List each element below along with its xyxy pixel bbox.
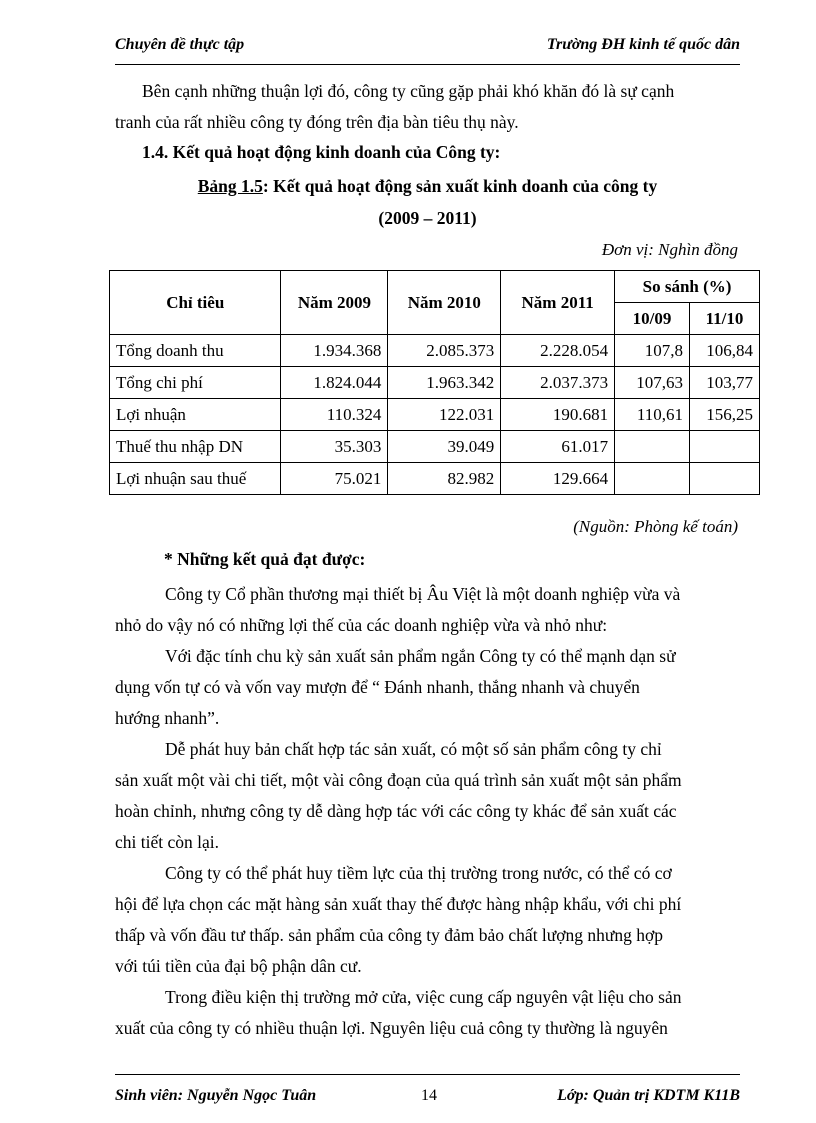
intro-line: tranh của rất nhiều công ty đóng trên địa bàn tiêu thụ này.	[115, 112, 519, 132]
body-line: nhỏ do vậy nó có những lợi thế của các doanh nghiệp vừa và nhỏ như:	[115, 615, 608, 635]
body-line: với túi tiền của đại bộ phận dân cư.	[115, 956, 362, 976]
cell-compare-10-09: 107,8	[615, 335, 690, 367]
intro-paragraph	[115, 76, 740, 138]
body-line: hướng nhanh”.	[115, 708, 220, 728]
page-number: 14	[421, 1087, 437, 1104]
table-caption	[115, 176, 740, 197]
body-line: chi tiết còn lại.	[115, 832, 219, 852]
footer-student: Sinh viên: Nguyễn Ngọc Tuân	[115, 1087, 317, 1104]
cell-2011: 2.228.054	[501, 335, 615, 367]
cell-2009: 75.021	[281, 463, 388, 495]
body-line: Với đặc tính chu kỳ sản xuất sản phẩm ngắn Công ty có thể mạnh dạn sử	[165, 646, 676, 666]
footer-class: Lớp: Quản trị KDTM K11B	[557, 1087, 740, 1104]
body-line: Công ty Cổ phần thương mại thiết bị Âu Việt là một doanh nghiệp vừa và	[165, 584, 681, 604]
body-text	[115, 579, 740, 1044]
page-header	[115, 36, 740, 62]
header-indicator: Chỉ tiêu	[110, 271, 281, 335]
header-2010: Năm 2010	[388, 271, 501, 335]
cell-2010: 122.031	[388, 399, 501, 431]
body-line: Trong điều kiện thị trường mở cửa, việc cung cấp nguyên vật liệu cho sản	[165, 987, 682, 1007]
cell-compare-10-09	[615, 463, 690, 495]
row-label: Thuế thu nhập DN	[110, 431, 281, 463]
cell-compare-11-10: 156,25	[689, 399, 759, 431]
table-row	[110, 367, 760, 399]
cell-2009: 35.303	[281, 431, 388, 463]
cell-compare-10-09: 107,63	[615, 367, 690, 399]
header-2011: Năm 2011	[501, 271, 615, 335]
body-line: Công ty có thể phát huy tiềm lực của thị trường trong nước, có thể có cơ	[165, 863, 672, 883]
body-line: hội để lựa chọn các mặt hàng sản xuất thay thế được hàng nhập khẩu, với chi phí	[115, 894, 682, 914]
cell-2011: 129.664	[501, 463, 615, 495]
cell-2009: 1.934.368	[281, 335, 388, 367]
body-line: xuất của công ty có nhiều thuận lợi. Nguyên liệu cuả công ty thường là nguyên	[115, 1018, 668, 1038]
cell-compare-10-09	[615, 431, 690, 463]
cell-2011: 61.017	[501, 431, 615, 463]
cell-compare-10-09: 110,61	[615, 399, 690, 431]
table-caption-text: : Kết quả hoạt động sản xuất kinh doanh của công ty	[262, 176, 658, 196]
table-row	[110, 399, 760, 431]
results-subheading: * Những kết quả đạt được:	[164, 549, 366, 569]
body-line: dụng vốn tự có và vốn vay mượn để “ Đánh nhanh, thắng nhanh và chuyển	[115, 677, 640, 697]
cell-compare-11-10	[689, 463, 759, 495]
body-line: thấp và vốn đầu tư thấp. sản phẩm của công ty đảm bảo chất lượng nhưng hợp	[115, 925, 664, 945]
row-label: Lợi nhuận	[110, 399, 281, 431]
body-line: hoàn chỉnh, nhưng công ty dễ dàng hợp tác với các công ty khác để sản xuất các	[115, 801, 677, 821]
row-label: Tổng doanh thu	[110, 335, 281, 367]
cell-2011: 190.681	[501, 399, 615, 431]
cell-compare-11-10	[689, 431, 759, 463]
header-compare-11-10: 11/10	[689, 303, 759, 335]
body-line: sản xuất một vài chi tiết, một vài công đoạn của quá trình sản xuất một sản phẩm	[115, 770, 682, 790]
body-line: Dễ phát huy bản chất hợp tác sản xuất, có một số sản phẩm công ty chỉ	[165, 739, 662, 759]
table-row	[110, 335, 760, 367]
header-compare-10-09: 10/09	[615, 303, 690, 335]
results-table	[109, 270, 760, 495]
table-source: (Nguồn: Phòng kế toán)	[573, 517, 738, 536]
cell-compare-11-10: 106,84	[689, 335, 759, 367]
section-heading: 1.4. Kết quả hoạt động kinh doanh của Công ty:	[142, 142, 501, 162]
cell-2009: 1.824.044	[281, 367, 388, 399]
header-left: Chuyên đề thực tập	[115, 36, 245, 53]
cell-2010: 2.085.373	[388, 335, 501, 367]
footer-divider	[115, 1074, 740, 1075]
page-footer	[115, 1087, 740, 1111]
table-row	[110, 463, 760, 495]
row-label: Lợi nhuận sau thuế	[110, 463, 281, 495]
cell-compare-11-10: 103,77	[689, 367, 759, 399]
table-caption-years: (2009 – 2011)	[378, 208, 477, 228]
table-caption-label: Bảng 1.5	[197, 176, 263, 196]
cell-2010: 39.049	[388, 431, 501, 463]
header-compare: So sánh (%)	[615, 271, 760, 303]
unit-label: Đơn vị: Nghìn đồng	[601, 240, 738, 259]
cell-2010: 1.963.342	[388, 367, 501, 399]
intro-line: Bên cạnh những thuận lợi đó, công ty cũng gặp phải khó khăn đó là sự cạnh	[142, 81, 675, 101]
header-right: Trường ĐH kinh tế quốc dân	[546, 36, 740, 53]
table-row	[110, 431, 760, 463]
cell-2011: 2.037.373	[501, 367, 615, 399]
header-divider	[115, 64, 740, 65]
header-2009: Năm 2009	[281, 271, 388, 335]
cell-2009: 110.324	[281, 399, 388, 431]
cell-2010: 82.982	[388, 463, 501, 495]
row-label: Tổng chi phí	[110, 367, 281, 399]
table-header-row	[110, 271, 760, 303]
